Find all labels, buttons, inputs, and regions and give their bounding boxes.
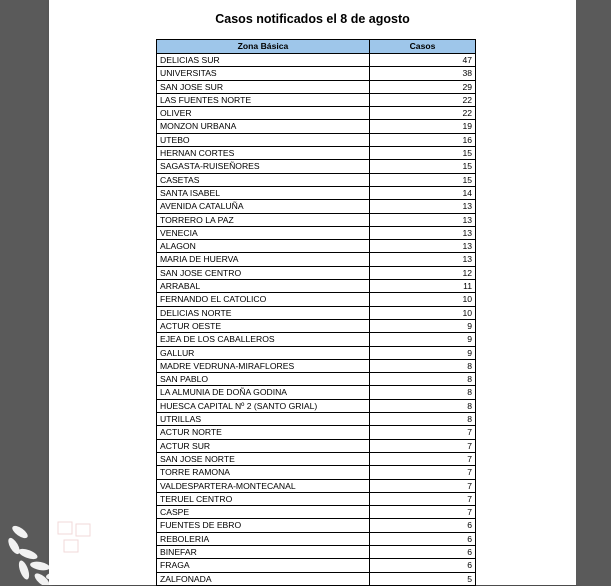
table-header-row [157,40,476,54]
zona-cell: TORRERO LA PAZ [157,213,370,226]
casos-cell: 10 [370,293,476,306]
table-row [157,133,476,146]
zona-cell: FERNANDO EL CATOLICO [157,293,370,306]
table-row [157,359,476,372]
zona-cell: AVENIDA CATALUÑA [157,200,370,213]
casos-cell: 8 [370,386,476,399]
casos-cell: 9 [370,333,476,346]
casos-cell: 13 [370,253,476,266]
casos-cell: 13 [370,240,476,253]
casos-cell: 13 [370,213,476,226]
table-row [157,346,476,359]
table-row [157,160,476,173]
zona-cell: UTEBO [157,133,370,146]
table-row [157,186,476,199]
casos-cell: 16 [370,133,476,146]
casos-cell: 6 [370,532,476,545]
zona-cell: ARRABAL [157,280,370,293]
casos-cell: 7 [370,492,476,505]
casos-cell: 6 [370,519,476,532]
casos-cell: 47 [370,54,476,67]
table-row [157,213,476,226]
table-row [157,479,476,492]
casos-cell: 7 [370,439,476,452]
zona-cell: SAN JOSE CENTRO [157,266,370,279]
zona-cell: DELICIAS NORTE [157,306,370,319]
zona-cell: UTRILLAS [157,413,370,426]
table-row [157,452,476,465]
zona-cell: EJEA DE LOS CABALLEROS [157,333,370,346]
table-row [157,107,476,120]
zona-cell: ACTUR OESTE [157,319,370,332]
table-row [157,67,476,80]
casos-cell: 8 [370,413,476,426]
header-casos: Casos [370,40,476,54]
casos-cell: 12 [370,266,476,279]
zona-cell: ACTUR NORTE [157,426,370,439]
zona-cell: SAN JOSE SUR [157,80,370,93]
casos-cell: 22 [370,93,476,106]
zona-cell: UNIVERSITAS [157,67,370,80]
table-row [157,147,476,160]
table-row [157,226,476,239]
table-row [157,572,476,585]
zona-cell: VENECIA [157,226,370,239]
zona-cell: MARIA DE HUERVA [157,253,370,266]
casos-cell: 7 [370,479,476,492]
table-row [157,506,476,519]
table-row [157,306,476,319]
table-row [157,399,476,412]
zona-cell: ZALFONADA [157,572,370,585]
zona-cell: ACTUR SUR [157,439,370,452]
zona-cell: HUESCA CAPITAL Nº 2 (SANTO GRIAL) [157,399,370,412]
zona-cell: ALAGON [157,240,370,253]
zona-cell: REBOLERIA [157,532,370,545]
table-row [157,439,476,452]
table-row [157,413,476,426]
casos-cell: 7 [370,506,476,519]
zona-cell: OLIVER [157,107,370,120]
casos-cell: 6 [370,559,476,572]
casos-cell: 15 [370,147,476,160]
casos-cell: 15 [370,160,476,173]
zona-cell: CASETAS [157,173,370,186]
casos-cell: 6 [370,545,476,558]
table-row [157,253,476,266]
zona-cell: HERNAN CORTES [157,147,370,160]
table-row [157,80,476,93]
table-row [157,519,476,532]
header-zona-basica: Zona Básica [157,40,370,54]
table-row [157,200,476,213]
table-row [157,532,476,545]
zona-cell: LA ALMUNIA DE DOÑA GODINA [157,386,370,399]
table-row [157,545,476,558]
table-row [157,492,476,505]
table-row [157,280,476,293]
table-row [157,466,476,479]
zona-cell: MADRE VEDRUNA-MIRAFLORES [157,359,370,372]
casos-cell: 8 [370,373,476,386]
casos-cell: 9 [370,319,476,332]
page-title: Casos notificados el 8 de agosto [215,12,410,26]
casos-cell: 19 [370,120,476,133]
table-row [157,319,476,332]
casos-cell: 38 [370,67,476,80]
zona-cell: MONZON URBANA [157,120,370,133]
cases-table [156,39,476,586]
casos-cell: 5 [370,572,476,585]
zona-cell: CASPE [157,506,370,519]
table-row [157,173,476,186]
casos-cell: 22 [370,107,476,120]
zona-cell: DELICIAS SUR [157,54,370,67]
table-row [157,54,476,67]
table-body [157,54,476,586]
table-row [157,293,476,306]
zona-cell: LAS FUENTES NORTE [157,93,370,106]
zona-cell: SAGASTA-RUISEÑORES [157,160,370,173]
zona-cell: GALLUR [157,346,370,359]
casos-cell: 9 [370,346,476,359]
zona-cell: SAN PABLO [157,373,370,386]
casos-cell: 7 [370,466,476,479]
table-row [157,373,476,386]
casos-cell: 11 [370,280,476,293]
casos-cell: 13 [370,200,476,213]
table-row [157,386,476,399]
casos-cell: 7 [370,452,476,465]
table-row [157,559,476,572]
table-row [157,120,476,133]
zona-cell: TERUEL CENTRO [157,492,370,505]
casos-cell: 10 [370,306,476,319]
table-row [157,266,476,279]
zona-cell: VALDESPARTERA-MONTECANAL [157,479,370,492]
zona-cell: BINEFAR [157,545,370,558]
table-row [157,93,476,106]
table-row [157,426,476,439]
table-row [157,240,476,253]
casos-cell: 8 [370,359,476,372]
table-row [157,333,476,346]
document-page [49,0,576,585]
casos-cell: 15 [370,173,476,186]
zona-cell: SAN JOSE NORTE [157,452,370,465]
casos-cell: 8 [370,399,476,412]
zona-cell: TORRE RAMONA [157,466,370,479]
casos-cell: 29 [370,80,476,93]
casos-cell: 7 [370,426,476,439]
viewer-scrollbar-area[interactable] [576,0,611,585]
zona-cell: FRAGA [157,559,370,572]
zona-cell: FUENTES DE EBRO [157,519,370,532]
casos-cell: 14 [370,186,476,199]
zona-cell: SANTA ISABEL [157,186,370,199]
casos-cell: 13 [370,226,476,239]
